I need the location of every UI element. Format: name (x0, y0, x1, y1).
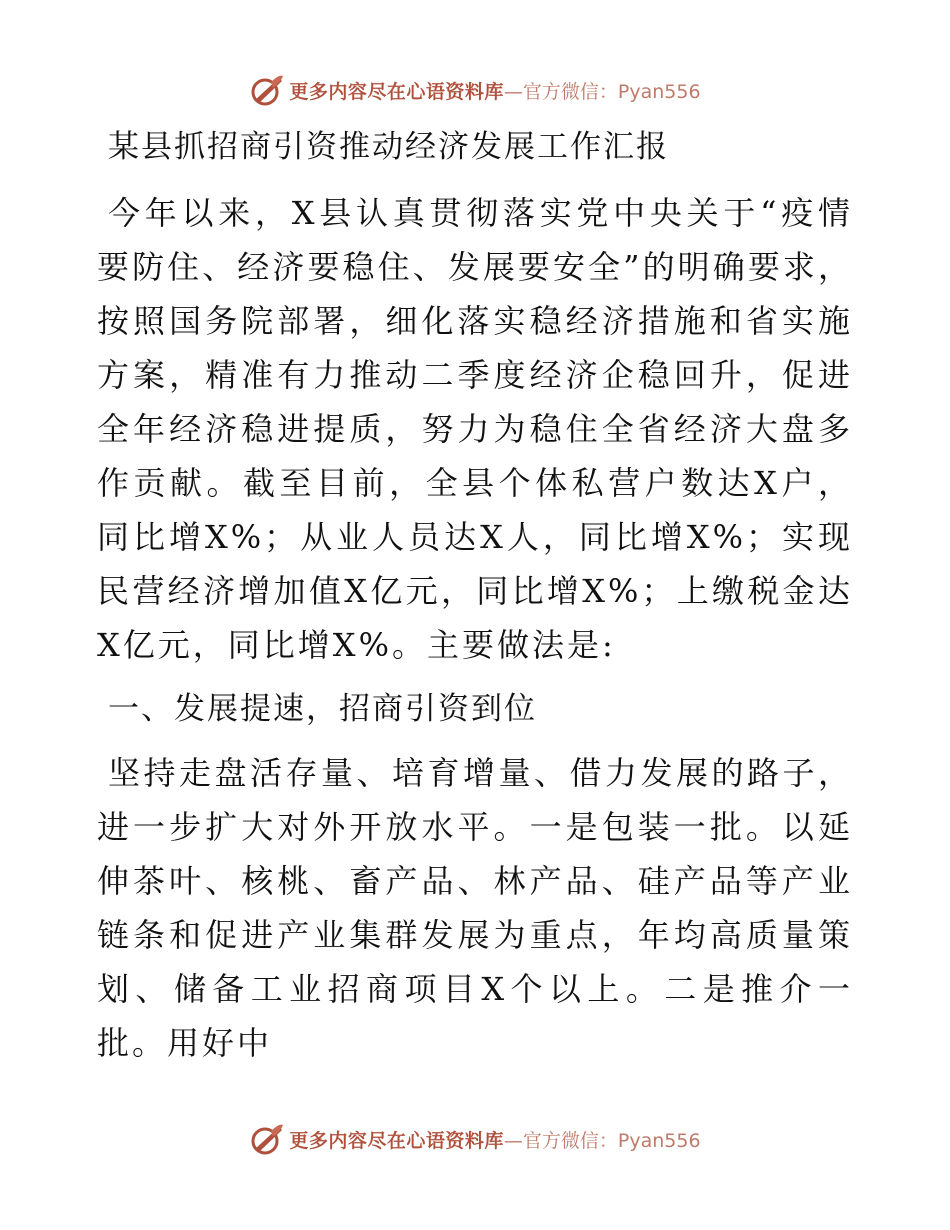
quill-logo-icon (249, 72, 285, 108)
section-paragraph: 坚持走盘活存量、培育增量、借力发展的路子，进一步扩大对外开放水平。一是包装一批。以延伸茶叶、核桃、畜产品、林产品、硅产品等产业链条和促进产业集群发展为重点，年均高质量策划、储备工业招商项目X个以上。二是推介一批。用好中 (97, 754, 853, 1062)
quill-logo-icon (249, 1121, 285, 1157)
intro-paragraph: 今年以来，X县认真贯彻落实党中央关于“疫情要防住、经济要稳住、发展要安全”的明确要求，按照国务院部署，细化落实稳经济措施和省实施方案，精准有力推动二季度经济企稳回升，促进全年经济稳进提质，努力为稳住全省经济大盘多作贡献。截至目前，全县个体私营户数达X户，同比增X%；从业人员达X人，同比增X%；实现民营经济增加值X亿元，同比增X%；上缴税金达X亿元，同比增X%。主要做法是: (97, 194, 853, 664)
watermark-text: 更多内容尽在心语资料库 (289, 1129, 504, 1152)
watermark-header (0, 68, 950, 112)
watermark-wechat: —官方微信：Pyan556 (503, 80, 701, 103)
document-body (97, 116, 853, 1078)
section-heading: 一、发展提速，招商引资到位 (108, 691, 537, 727)
watermark-wechat: —官方微信：Pyan556 (503, 1129, 701, 1152)
watermark-text: 更多内容尽在心语资料库 (289, 80, 504, 103)
document-title: 某县抓招商引资推动经济发展工作汇报 (108, 129, 669, 165)
watermark-footer (0, 1117, 950, 1161)
